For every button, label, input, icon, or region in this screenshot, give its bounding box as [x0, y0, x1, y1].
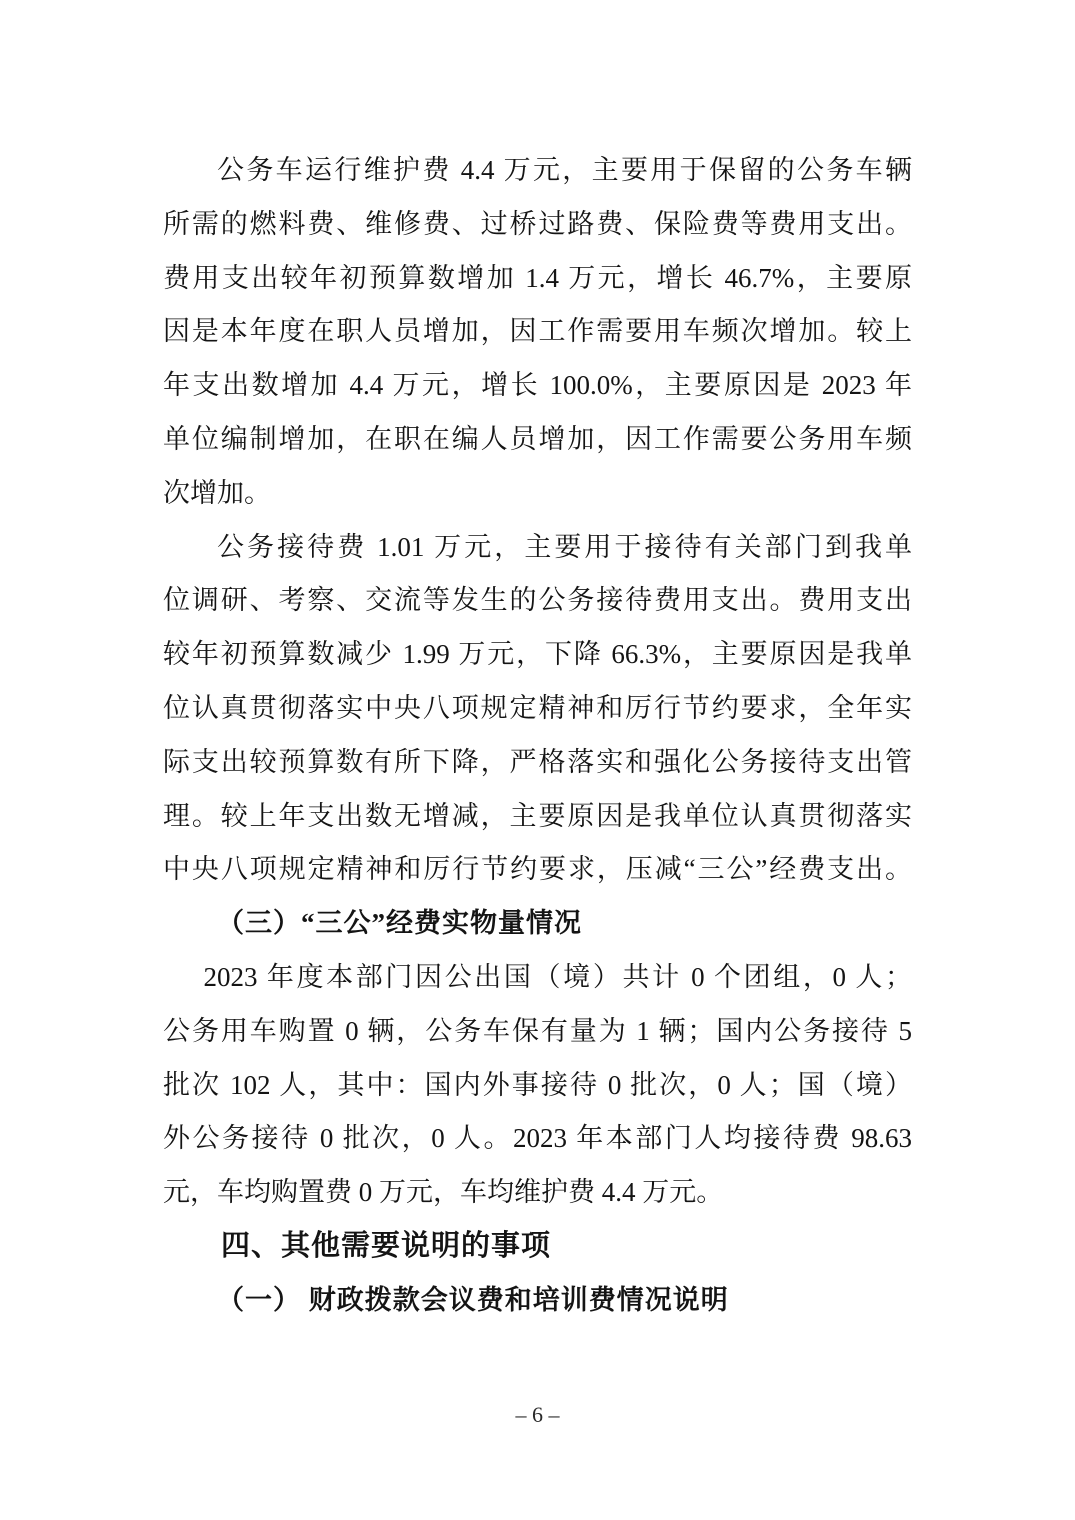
para-official-car-maintenance [163, 144, 912, 521]
text-line: 次增加。 [163, 477, 271, 508]
text-line: 公务接待费 1.01 万元，主要用于接待有关部门到我单 [217, 531, 912, 562]
text-line: 四、其他需要说明的事项 [221, 1229, 552, 1262]
text-line: 公务车运行维护费 4.4 万元，主要用于保留的公务车辆 [217, 155, 912, 185]
text-line: （三）“三公”经费实物量情况 [217, 908, 582, 939]
document-body [163, 144, 912, 1328]
text-line: 费用支出较年初预算数增加 1.4 万元，增长 46.7%，主要原 [163, 262, 912, 293]
text-line: 单位编制增加，在职在编人员增加，因工作需要公务用车频 [163, 423, 912, 454]
text-line: 际支出较预算数有所下降，严格落实和强化公务接待支出管 [163, 746, 912, 777]
text-line: 公务用车购置 0 辆，公务车保有量为 1 辆；国内公务接待 5 [163, 1015, 912, 1046]
para-physical-quantity-stats [163, 951, 912, 1220]
text-line: 理。较上年支出数无增减，主要原因是我单位认真贯彻落实 [163, 800, 912, 831]
text-line: 位认真贯彻落实中央八项规定精神和厉行节约要求，全年实 [163, 692, 912, 723]
heading-meeting-training-fees [163, 1274, 912, 1328]
text-line: 2023 年度本部门因公出国（境）共计 0 个团组，0 人； [203, 961, 912, 992]
text-line: 较年初预算数减少 1.99 万元，下降 66.3%，主要原因是我单 [163, 639, 912, 670]
page-number: – 6 – [515, 1402, 560, 1427]
heading-other-matters [163, 1220, 912, 1274]
text-line: 因是本年度在职人员增加，因工作需要用车频次增加。较上 [163, 316, 912, 347]
text-line: 中央八项规定精神和厉行节约要求，压减“三公”经费支出。 [163, 854, 912, 885]
text-line: 元，车均购置费 0 万元，车均维护费 4.4 万元。 [163, 1177, 724, 1208]
heading-three-public-physical-quantity [163, 897, 912, 951]
text-line: 位调研、考察、交流等发生的公务接待费用支出。费用支出 [163, 585, 912, 616]
text-line: 批次 102 人，其中：国内外事接待 0 批次，0 人；国（境） [163, 1069, 912, 1100]
text-line: 外公务接待 0 批次，0 人。2023 年本部门人均接待费 98.63 [163, 1123, 912, 1154]
para-official-reception [163, 521, 912, 898]
text-line: 所需的燃料费、维修费、过桥过路费、保险费等费用支出。 [163, 208, 912, 239]
text-line: 年支出数增加 4.4 万元，增长 100.0%，主要原因是 2023 年 [163, 370, 912, 401]
text-line: （一） 财政拨款会议费和培训费情况说明 [217, 1284, 729, 1315]
